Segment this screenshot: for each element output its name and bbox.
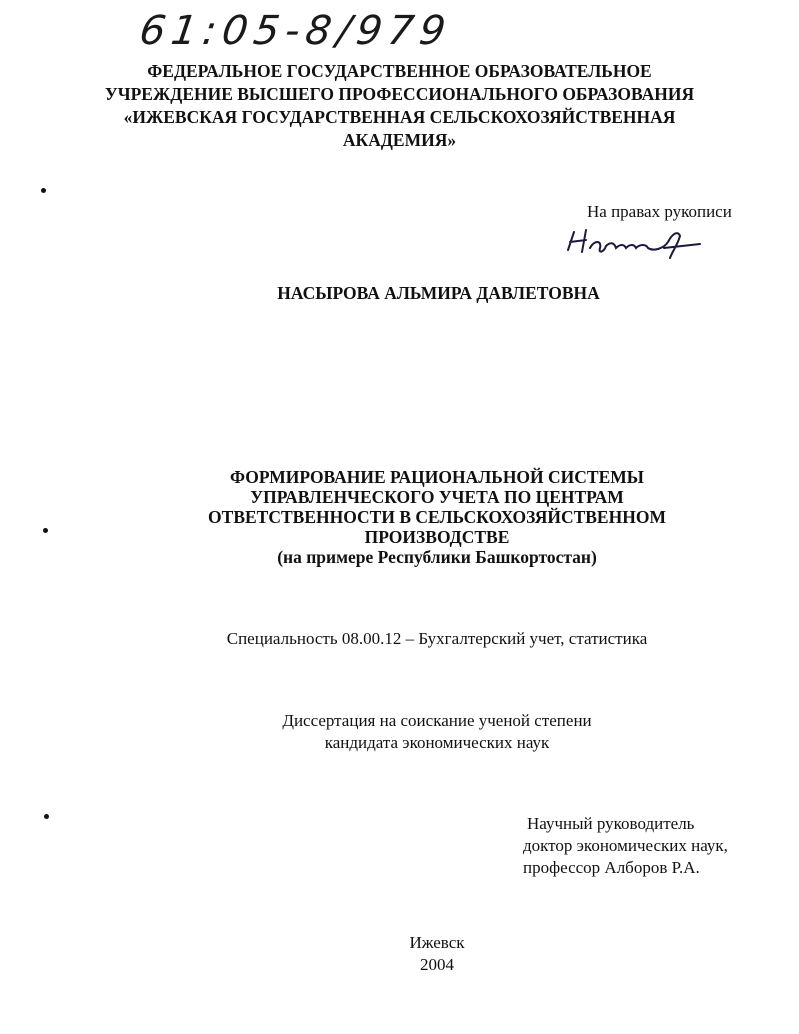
title-subtitle: (на примере Республики Башкортостан) xyxy=(277,547,597,567)
title-line: УПРАВЛЕНЧЕСКОГО УЧЕТА ПО ЦЕНТРАМ xyxy=(250,487,624,507)
title-line: ОТВЕТСТВЕННОСТИ В СЕЛЬСКОХОЗЯЙСТВЕННОМ xyxy=(208,507,666,527)
title-line: ПРОИЗВОДСТВЕ xyxy=(364,527,510,547)
scan-speck xyxy=(44,814,49,819)
institution-line: АКАДЕМИЯ» xyxy=(342,130,457,150)
degree-statement xyxy=(0,710,799,754)
institution-line: УЧРЕЖДЕНИЕ ВЫСШЕГО ПРОФЕССИОНАЛЬНОГО ОБРАЗОВАНИЯ xyxy=(104,84,695,104)
institution-header xyxy=(0,60,799,152)
year: 2004 xyxy=(420,955,454,974)
place-and-year xyxy=(0,932,799,976)
supervisor-line: доктор экономических наук, xyxy=(523,836,728,855)
author-name: НАСЫРОВА АЛЬМИРА ДАВЛЕТОВНА xyxy=(277,283,600,303)
manuscript-note: На правах рукописи xyxy=(587,202,732,221)
handwritten-signature xyxy=(560,218,720,268)
supervisor-line: Научный руководитель xyxy=(527,814,695,833)
scan-speck xyxy=(41,188,46,193)
supervisor-line: профессор Алборов Р.А. xyxy=(523,858,700,877)
institution-line: ФЕДЕРАЛЬНОЕ ГОСУДАРСТВЕННОЕ ОБРАЗОВАТЕЛЬНОЕ xyxy=(147,61,652,81)
institution-line: «ИЖЕВСКАЯ ГОСУДАРСТВЕННАЯ СЕЛЬСКОХОЗЯЙСТВЕННАЯ xyxy=(123,107,676,127)
dissertation-title xyxy=(0,467,799,567)
supervisor-block xyxy=(523,813,728,879)
degree-line: кандидата экономических наук xyxy=(324,733,550,752)
degree-line: Диссертация на соискание ученой степени xyxy=(282,711,592,730)
archive-number: 61:05-8/979 xyxy=(136,8,455,54)
scan-speck xyxy=(43,528,48,533)
city: Ижевск xyxy=(409,933,465,952)
specialty: Специальность 08.00.12 – Бухгалтерский учет, статистика xyxy=(226,629,648,648)
title-line: ФОРМИРОВАНИЕ РАЦИОНАЛЬНОЙ СИСТЕМЫ xyxy=(230,467,644,487)
